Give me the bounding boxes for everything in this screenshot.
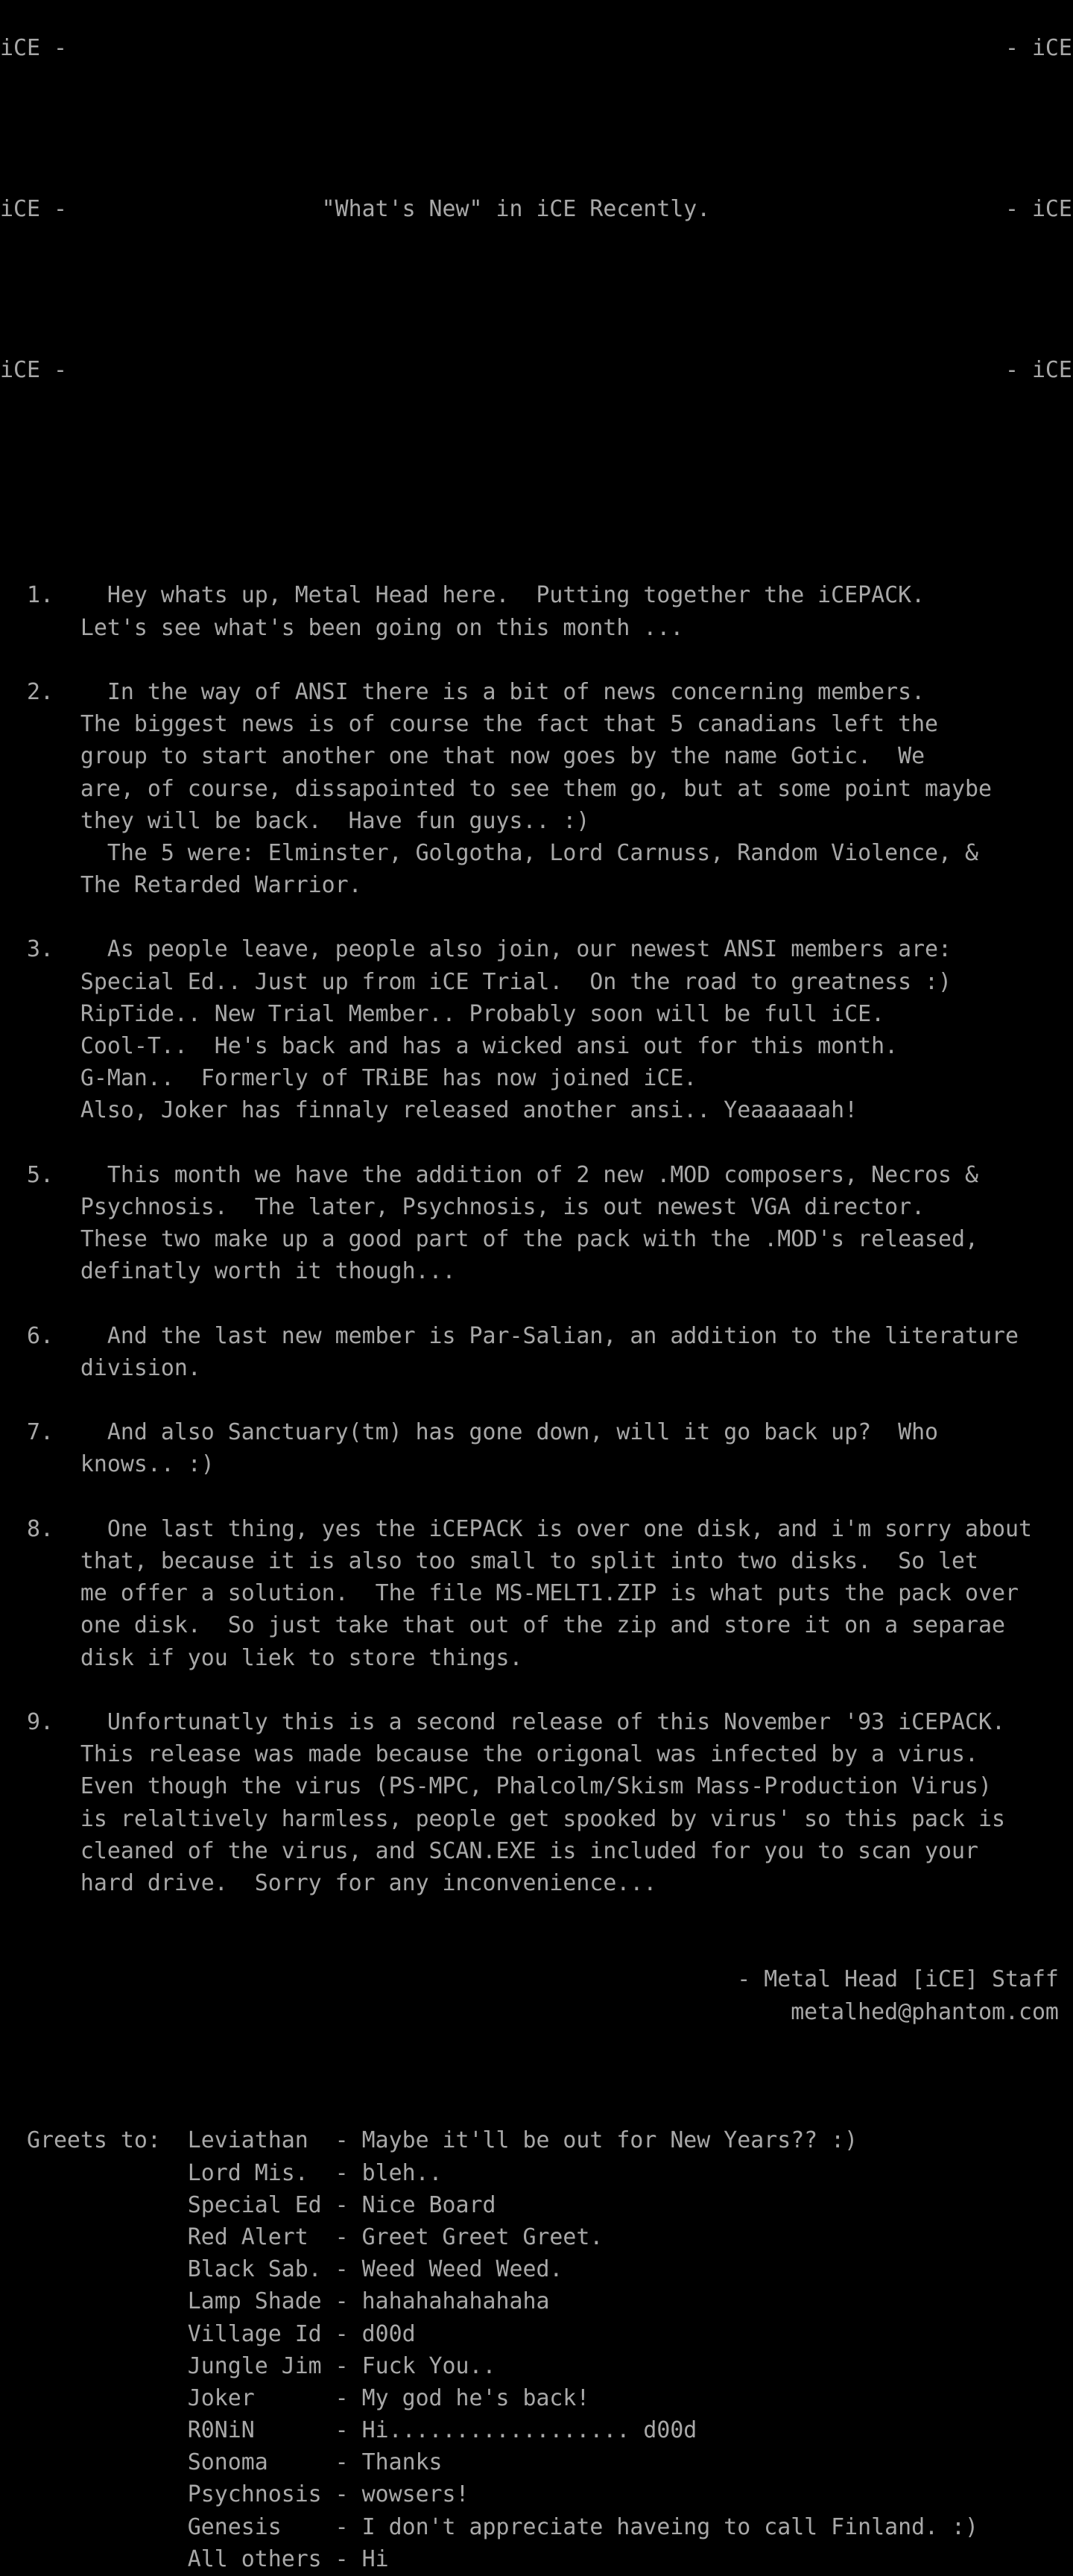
terminal-line: iCE - "What's New" in iCE Recently. - iCE <box>0 196 1072 223</box>
terminal-line: cleaned of the virus, and SCAN.EXE is included for you to scan your <box>0 1837 978 1864</box>
terminal-line: Cool-T.. He's back and has a wicked ansi out for this month. <box>0 1033 899 1059</box>
terminal-line <box>0 161 1073 193</box>
terminal-line: Let's see what's been going on this month ... <box>0 614 684 641</box>
terminal-line: These two make up a good part of the pack with the .MOD's released, <box>0 1226 978 1253</box>
terminal-line: metalhed@phantom.com <box>0 1998 1059 2025</box>
terminal-line: definatly worth it though... <box>0 1258 456 1285</box>
terminal-line: 7. And also Sanctuary(tm) has gone down, will it go back up? Who <box>0 1419 939 1446</box>
terminal-line: division. <box>0 1354 201 1381</box>
terminal-line <box>0 258 1073 290</box>
terminal-line <box>0 129 1073 161</box>
terminal-line: 6. And the last new member is Par-Salian, an addition to the literature <box>0 1322 1019 1349</box>
terminal-line: 3. As people leave, people also join, our newest ANSI members are: <box>0 936 952 963</box>
terminal-line: Lamp Shade - hahahahahahaha <box>0 2288 550 2315</box>
terminal-line: 5. This month we have the addition of 2 new .MOD composers, Necros & <box>0 1161 978 1188</box>
terminal-line: knows.. :) <box>0 1451 215 1478</box>
terminal-line: 8. One last thing, yes the iCEPACK is over one disk, and i'm sorry about <box>0 1515 1032 1542</box>
terminal-line: The Retarded Warrior. <box>0 872 362 899</box>
terminal-line <box>0 483 1073 515</box>
terminal-line: disk if you liek to store things. <box>0 1644 523 1671</box>
terminal-line <box>0 2060 1073 2092</box>
terminal-line <box>0 644 1073 676</box>
terminal-line: RipTide.. New Trial Member.. Probably soon will be full iCE. <box>0 1000 885 1027</box>
terminal-line <box>0 386 1073 418</box>
terminal-line: they will be back. Have fun guys.. :) <box>0 807 590 834</box>
terminal-line <box>0 2028 1073 2060</box>
terminal-line <box>0 1127 1073 1159</box>
terminal-line <box>0 547 1073 579</box>
terminal-line <box>0 225 1073 257</box>
terminal-line: Also, Joker has finnaly released another ansi.. Yeaaaaaah! <box>0 1097 858 1124</box>
terminal-line: is relaltively harmless, people get spooked by virus' so this pack is <box>0 1805 1005 1832</box>
terminal-line: Black Sab. - Weed Weed Weed. <box>0 2256 563 2283</box>
terminal-line <box>0 97 1073 129</box>
terminal-line: All others - Hi <box>0 2545 389 2572</box>
terminal-line: group to start another one that now goes by the name Gotic. We <box>0 743 925 770</box>
terminal-line: iCE - - iCE <box>0 35 1072 62</box>
terminal-line: hard drive. Sorry for any inconvenience... <box>0 1869 657 1896</box>
terminal-line: The biggest news is of course the fact that 5 canadians left the <box>0 711 939 738</box>
terminal-line <box>0 1931 1073 1963</box>
terminal-line: Joker - My god he's back! <box>0 2384 590 2411</box>
terminal-line: Greets to: Leviathan - Maybe it'll be out for New Years?? :) <box>0 2127 858 2154</box>
terminal-line <box>0 0 1073 32</box>
terminal-line: Jungle Jim - Fuck You.. <box>0 2352 496 2379</box>
terminal-line <box>0 451 1073 483</box>
terminal-line <box>0 1384 1073 1416</box>
terminal-line: Lord Mis. - bleh.. <box>0 2159 443 2186</box>
terminal-line: are, of course, dissapointed to see them go, but at some point maybe <box>0 775 992 802</box>
terminal-line: Village Id - d00d <box>0 2320 416 2347</box>
terminal-line <box>0 290 1073 322</box>
terminal-line: Special Ed.. Just up from iCE Trial. On the road to greatness :) <box>0 968 952 995</box>
terminal-line: Even though the virus (PS-MPC, Phalcolm/Skism Mass-Production Virus) <box>0 1773 992 1800</box>
terminal-line <box>0 901 1073 933</box>
terminal-line <box>0 1674 1073 1706</box>
terminal-line: Special Ed - Nice Board <box>0 2191 496 2218</box>
terminal-line <box>0 515 1073 547</box>
terminal-line: Psychnosis - wowsers! <box>0 2481 469 2508</box>
terminal-line <box>0 64 1073 96</box>
terminal-line: 9. Unfortunatly this is a second release of this November '93 iCEPACK. <box>0 1708 1005 1735</box>
terminal-line <box>0 322 1073 354</box>
terminal-line: R0NiN - Hi.................. d00d <box>0 2417 697 2444</box>
terminal-line <box>0 1288 1073 1320</box>
terminal-line <box>0 418 1073 450</box>
terminal-line: Red Alert - Greet Greet Greet. <box>0 2223 604 2250</box>
terminal-line: The 5 were: Elminster, Golgotha, Lord Carnuss, Random Violence, & <box>0 839 978 866</box>
terminal-line: Genesis - I don't appreciate haveing to call Finland. :) <box>0 2513 978 2540</box>
terminal-line <box>0 1481 1073 1513</box>
terminal-line: iCE - - iCE <box>0 357 1072 384</box>
terminal-line: Sonoma - Thanks <box>0 2449 443 2476</box>
terminal-line: me offer a solution. The file MS-MELT1.ZIP is what puts the pack over <box>0 1580 1019 1607</box>
terminal-line: G-Man.. Formerly of TRiBE has now joined iCE. <box>0 1065 697 1092</box>
terminal-line: 1. Hey whats up, Metal Head here. Putting together the iCEPACK. <box>0 582 925 609</box>
terminal-line: that, because it is also too small to split into two disks. So let <box>0 1548 978 1574</box>
terminal-line: This release was made because the origonal was infected by a virus. <box>0 1741 978 1768</box>
terminal-line: 2. In the way of ANSI there is a bit of news concerning members. <box>0 678 925 705</box>
terminal-line <box>0 1899 1073 1931</box>
terminal-line: one disk. So just take that out of the zip and store it on a separae <box>0 1612 1005 1639</box>
terminal-line: - Metal Head [iCE] Staff <box>0 1966 1059 1993</box>
terminal-line: Psychnosis. The later, Psychnosis, is out newest VGA director. <box>0 1193 925 1220</box>
terminal-line <box>0 2092 1073 2124</box>
